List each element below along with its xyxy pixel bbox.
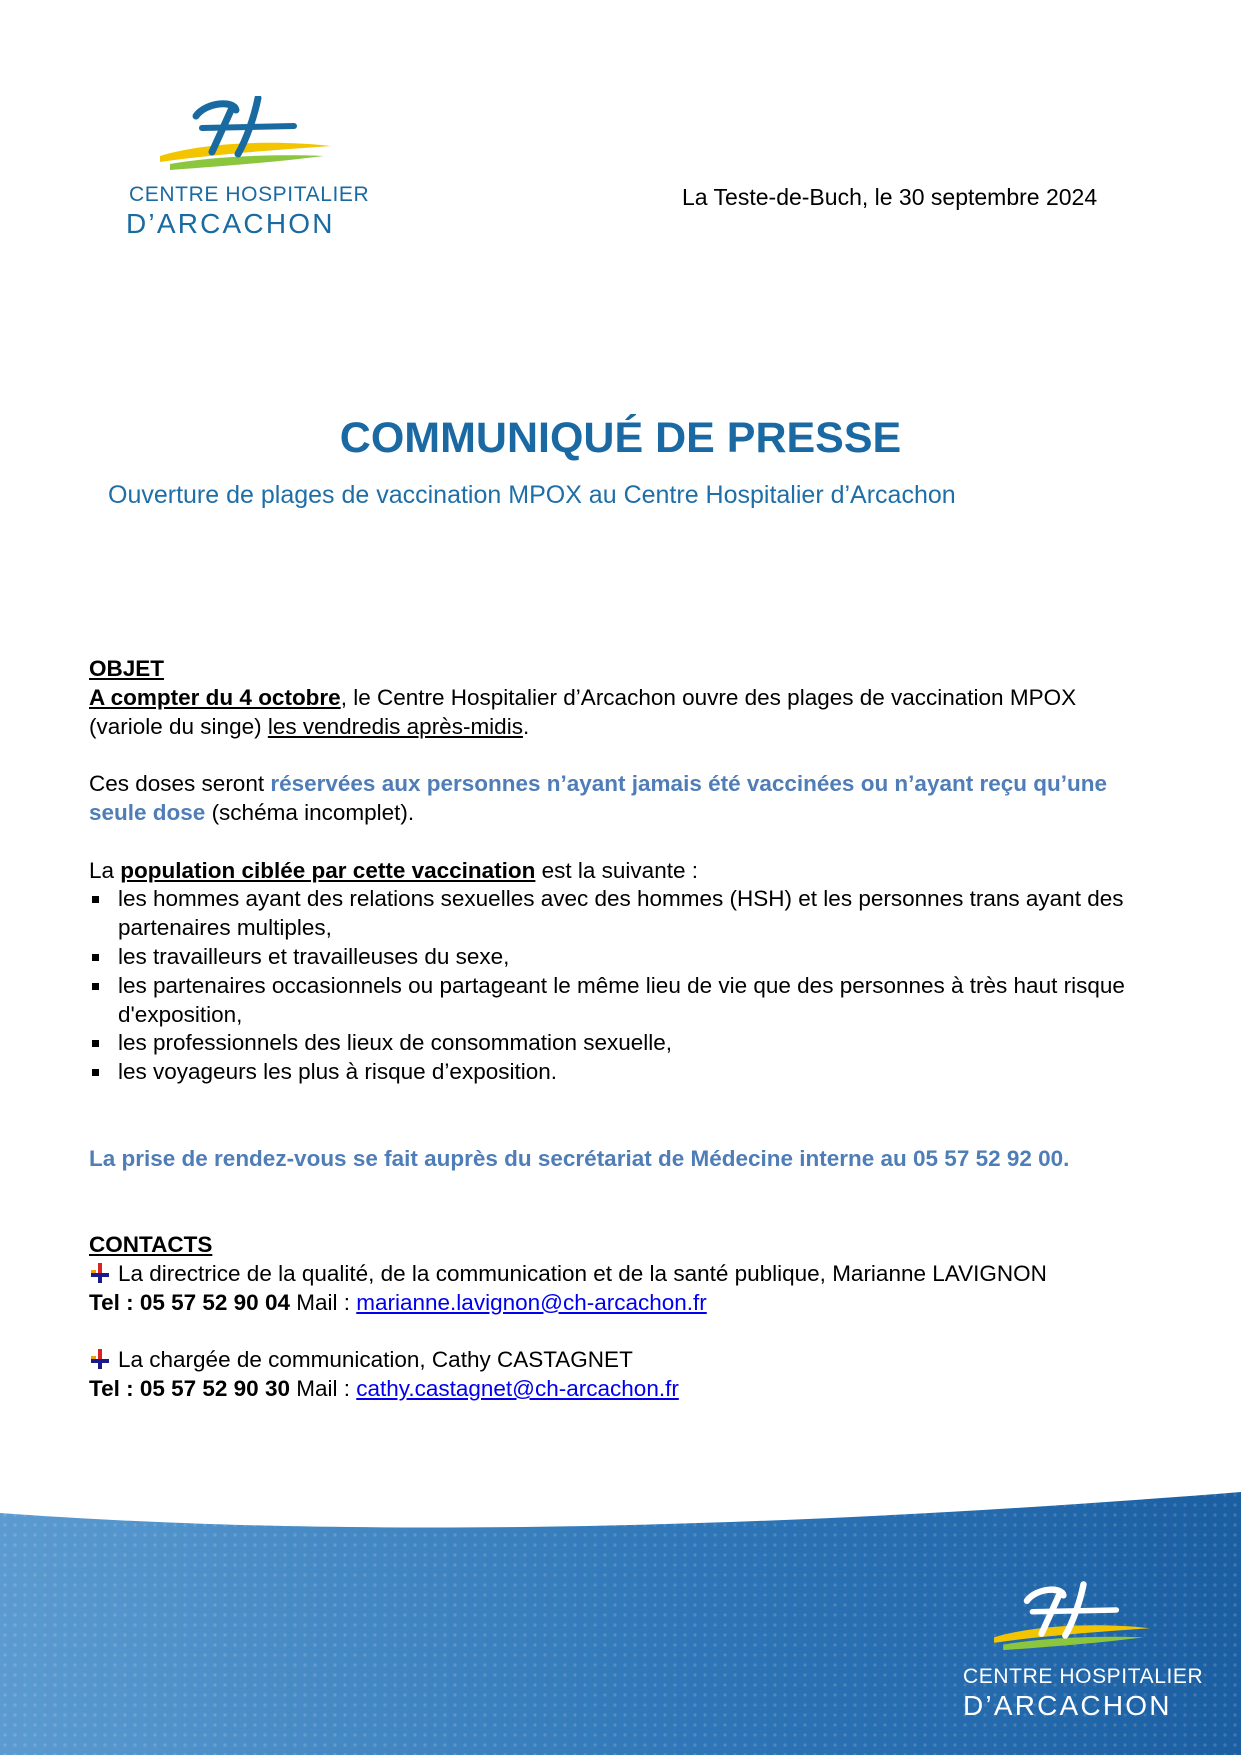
page-title: COMMUNIQUÉ DE PRESSE bbox=[339, 414, 902, 462]
objet-p2-start: Ces doses seront bbox=[89, 771, 271, 797]
objet-p3-start: La bbox=[89, 857, 121, 883]
footer-logo-line2: D’ARCACHON bbox=[963, 1690, 1172, 1721]
contact-role-text: La chargée de communication, Cathy CASTAGNET bbox=[118, 1347, 633, 1373]
objet-p3-end: est la suivante : bbox=[535, 857, 698, 883]
list-item: les partenaires occasionnels ou partageant le même lieu de vie que des personnes à très haut risque d'exposition, bbox=[89, 972, 1149, 1030]
contact-details bbox=[89, 1375, 1149, 1404]
objet-heading: OBJET bbox=[89, 656, 165, 681]
footer-logo-line1: CENTRE HOSPITALIER bbox=[963, 1665, 1204, 1688]
contacts-heading: CONTACTS bbox=[89, 1231, 213, 1257]
hospital-logo-icon bbox=[963, 1580, 1173, 1660]
objet-paragraph-3 bbox=[89, 857, 1149, 886]
contact-role bbox=[89, 1260, 1149, 1289]
objet-p1-end: . bbox=[522, 713, 530, 739]
logo-line2: D’ARCACHON bbox=[126, 208, 335, 239]
list-item: les voyageurs les plus à risque d’exposition. bbox=[89, 1058, 1149, 1087]
objet-p1-text: , le Centre Hospitalier d’Arcachon ouvre des plages de vaccination MPOX (variole du singe) bbox=[89, 684, 1077, 739]
population-list bbox=[89, 885, 1149, 1087]
contact-email-link[interactable]: cathy.castagnet@ch-arcachon.fr bbox=[356, 1375, 679, 1401]
document-body bbox=[89, 655, 1149, 1404]
hospital-logo-icon bbox=[126, 96, 356, 178]
objet-p2-end: (schéma incomplet). bbox=[205, 799, 415, 825]
objet-paragraph-1 bbox=[89, 684, 1149, 742]
list-item: les travailleurs et travailleuses du sexe, bbox=[89, 943, 1149, 972]
mail-label: Mail : bbox=[289, 1289, 357, 1315]
objet-paragraph-2 bbox=[89, 770, 1149, 828]
contact-marker-icon bbox=[91, 1263, 109, 1283]
page-subtitle: Ouverture de plages de vaccination MPOX au Centre Hospitalier d’Arcachon bbox=[108, 481, 956, 509]
start-date-text: A compter du 4 octobre bbox=[89, 684, 341, 710]
list-item: les hommes ayant des relations sexuelles avec des hommes (HSH) et les personnes trans ayant des partenaires multiples, bbox=[89, 885, 1149, 943]
hospital-logo bbox=[126, 96, 370, 239]
target-population-text: population ciblée par cette vaccination bbox=[120, 857, 536, 883]
contact-role-text: La directrice de la qualité, de la communication et de la santé publique, Marianne LAVIGNON bbox=[118, 1260, 1047, 1286]
contact-email-link[interactable]: marianne.lavignon@ch-arcachon.fr bbox=[356, 1289, 707, 1315]
contact-role bbox=[89, 1346, 1149, 1375]
mail-label: Mail : bbox=[289, 1375, 357, 1401]
document-date: La Teste-de-Buch, le 30 septembre 2024 bbox=[682, 184, 1098, 210]
contact-phone: Tel : 05 57 52 90 04 bbox=[89, 1289, 290, 1315]
schedule-text: les vendredis après-midis bbox=[267, 713, 523, 739]
logo-line1: CENTRE HOSPITALIER bbox=[129, 183, 370, 206]
contact-marker-icon bbox=[91, 1349, 109, 1369]
contact-phone: Tel : 05 57 52 90 30 bbox=[89, 1375, 290, 1401]
eligibility-highlight: réservées aux personnes n’ayant jamais été vaccinées ou n’ayant reçu qu’une seule dose bbox=[89, 771, 1107, 825]
footer-hospital-logo bbox=[963, 1580, 1203, 1720]
appointment-info: La prise de rendez-vous se fait auprès du secrétariat de Médecine interne au 05 57 52 92 00. bbox=[89, 1145, 1070, 1171]
list-item: les professionnels des lieux de consommation sexuelle, bbox=[89, 1029, 1149, 1058]
contact-details bbox=[89, 1289, 1149, 1318]
